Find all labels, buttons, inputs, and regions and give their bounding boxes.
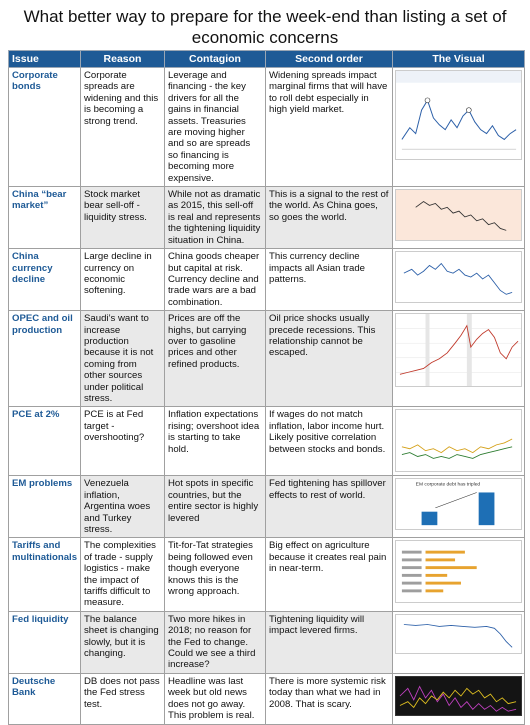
table-row — [9, 311, 525, 407]
second-order-cell: There is more systemic risk today than what we had in 2008. That is scary. — [266, 673, 393, 724]
contagion-cell: While not as dramatic as 2015, this sell-off is real and represents the tightening liquidity situation in China. — [165, 187, 266, 249]
spread-chart-thumbnail — [395, 70, 522, 160]
issue-cell: Fed liquidity — [9, 611, 81, 673]
table-row — [9, 611, 525, 673]
header-contagion: Contagion — [165, 51, 266, 68]
second-order-cell: Big effect on agriculture because it creates real pain in near-term. — [266, 538, 393, 611]
header-issue: Issue — [9, 51, 81, 68]
table-row — [9, 673, 525, 724]
concerns-table — [8, 50, 525, 725]
tariff-impact-chart-thumbnail — [395, 540, 522, 603]
page-title: What better way to prepare for the week-end than listing a set of economic concerns — [23, 7, 507, 47]
issue-cell: Tariffs and multinationals — [9, 538, 81, 611]
contagion-cell: Prices are off the highs, but carrying over to gasoline prices and other refined products. — [165, 311, 266, 407]
contagion-cell: Inflation expectations rising; overshoot idea is starting to take hold. — [165, 407, 266, 476]
second-order-cell: Tightening liquidity will impact levered firms. — [266, 611, 393, 673]
visual-cell — [393, 673, 525, 724]
fed-balance-sheet-chart-thumbnail — [395, 614, 522, 654]
issue-cell: EM problems — [9, 476, 81, 538]
reason-cell: Corporate spreads are widening and this is becoming a strong trend. — [81, 68, 165, 187]
reason-cell: Saudi’s want to increase production because it is not coming from other sources under political stress. — [81, 311, 165, 407]
china-currency-chart-thumbnail — [395, 251, 522, 303]
reason-cell: The balance sheet is changing slowly, but it is changing. — [81, 611, 165, 673]
reason-cell: Stock market bear sell-off - liquidity stress. — [81, 187, 165, 249]
issue-cell: Corporate bonds — [9, 68, 81, 187]
contagion-cell: Leverage and financing - the key drivers for all the gains in financial assets. Treasuries are moving higher and so are spreads so financing is becoming more expensive. — [165, 68, 266, 187]
visual-cell — [393, 311, 525, 407]
contagion-cell: China goods cheaper but capital at risk. Currency decline and trade wars are a bad combination. — [165, 249, 266, 311]
second-order-cell: Fed tightening has spillover effects to rest of world. — [266, 476, 393, 538]
table-row — [9, 407, 525, 476]
visual-cell — [393, 611, 525, 673]
issue-cell: OPEC and oil production — [9, 311, 81, 407]
header-row — [9, 51, 525, 68]
visual-cell — [393, 538, 525, 611]
deutsche-bank-chart-thumbnail — [395, 676, 522, 716]
reason-cell: The complexities of trade - supply logistics - make the impact of tariffs difficult to measure. — [81, 538, 165, 611]
table-row — [9, 68, 525, 187]
second-order-cell: This currency decline impacts all Asian trade patterns. — [266, 249, 393, 311]
second-order-cell: Oil price shocks usually precede recessions. This relationship cannot be escaped. — [266, 311, 393, 407]
table-row — [9, 476, 525, 538]
visual-cell — [393, 68, 525, 187]
issue-cell: China “bear market” — [9, 187, 81, 249]
reason-cell: DB does not pass the Fed stress test. — [81, 673, 165, 724]
contagion-cell: Headline was last week but old news does not go away. This problem is real. — [165, 673, 266, 724]
visual-cell — [393, 407, 525, 476]
inflation-expectations-chart-thumbnail — [395, 409, 522, 472]
reason-cell: Large decline in currency on economic softening. — [81, 249, 165, 311]
header-visual: The Visual — [393, 51, 525, 68]
table-row — [9, 538, 525, 611]
contagion-cell: Hot spots in specific countries, but the entire sector is highly levered — [165, 476, 266, 538]
issue-cell: PCE at 2% — [9, 407, 81, 476]
table-row — [9, 249, 525, 311]
header-second-order: Second order — [266, 51, 393, 68]
visual-cell — [393, 476, 525, 538]
em-chart-title: EM corporate debt has tripled — [415, 483, 481, 489]
second-order-cell: Widening spreads impact marginal firms that will have to roll debt especially in high yield market. — [266, 68, 393, 187]
second-order-cell: If wages do not match inflation, labor income hurt. Likely positive correlation between stocks and bonds. — [266, 407, 393, 476]
table-row — [9, 187, 525, 249]
reason-cell: PCE is at Fed target - overshooting? — [81, 407, 165, 476]
reason-cell: Venezuela inflation, Argentina woes and Turkey stress. — [81, 476, 165, 538]
issue-cell: Deutsche Bank — [9, 673, 81, 724]
visual-cell — [393, 249, 525, 311]
contagion-cell: Tit-for-Tat strategies being followed even though everyone knows this is the wrong approach. — [165, 538, 266, 611]
issue-cell: China currency decline — [9, 249, 81, 311]
visual-cell — [393, 187, 525, 249]
second-order-cell: This is a signal to the rest of the world. As China goes, so goes the world. — [266, 187, 393, 249]
em-debt-chart-thumbnail — [395, 478, 522, 530]
header-reason: Reason — [81, 51, 165, 68]
china-stock-chart-thumbnail — [395, 189, 522, 241]
oil-price-chart-thumbnail — [395, 313, 522, 387]
contagion-cell: Two more hikes in 2018; no reason for the Fed to change. Could we see a third increase? — [165, 611, 266, 673]
